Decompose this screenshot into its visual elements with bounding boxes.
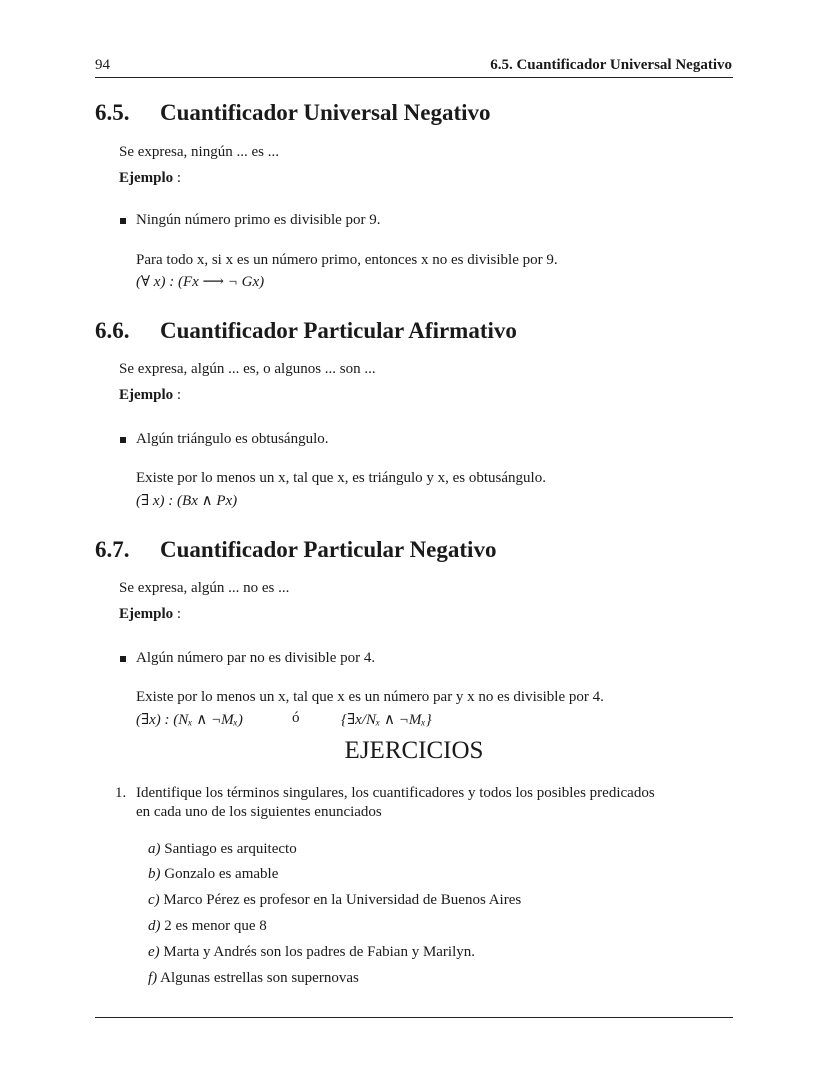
running-header-title: 6.5. Cuantificador Universal Negativo <box>490 57 732 73</box>
example-formula: (∃ x) : (Bx ∧ Px) <box>136 493 238 509</box>
header-rule <box>95 77 733 78</box>
example-formula: (∀ x) : (Fx ⟶ ¬ Gx) <box>136 274 265 290</box>
example-sentence: Algún triángulo es obtusángulo. <box>136 431 329 447</box>
example-colon: : <box>176 387 182 403</box>
section-title: Cuantificador Particular Negativo <box>160 537 497 562</box>
example-colon: : <box>176 170 182 186</box>
section-heading <box>95 318 517 344</box>
exercise-subitem <box>148 918 267 935</box>
exercise-instruction-cont: en cada uno de los siguientes enunciados <box>136 804 382 820</box>
subitem-text: Santiago es arquitecto <box>164 841 297 857</box>
example-label: Ejemplo <box>119 387 174 403</box>
exercise-instruction: Identifique los términos singulares, los cuantificadores y todos los posibles predicados <box>136 785 655 801</box>
subitem-label: e) <box>148 944 160 960</box>
example-sentence: Algún número par no es divisible por 4. <box>136 650 376 666</box>
subitem-text: 2 es menor que 8 <box>164 918 267 934</box>
exercise-subitem <box>148 892 521 909</box>
subitem-text: Gonzalo es amable <box>164 866 279 882</box>
subitem-text: Marta y Andrés son los padres de Fabian y Marilyn. <box>163 944 476 960</box>
example-label-line <box>119 170 181 187</box>
example-paraphrase: Existe por lo menos un x, tal que x es un número par y x no es divisible por 4. <box>136 689 604 705</box>
subitem-text: Algunas estrellas son supernovas <box>160 970 359 986</box>
exercises-heading: EJERCICIOS <box>344 737 484 764</box>
subitem-label: c) <box>148 892 160 908</box>
subitem-label: f) <box>148 970 158 986</box>
section-expression: Se expresa, algún ... no es ... <box>119 580 290 596</box>
section-expression: Se expresa, ningún ... es ... <box>119 144 279 160</box>
section-title: Cuantificador Universal Negativo <box>160 100 491 125</box>
subitem-text: Marco Pérez es profesor en la Universidad de Buenos Aires <box>163 892 522 908</box>
bullet-icon <box>120 218 126 224</box>
example-label: Ejemplo <box>119 170 174 186</box>
bullet-icon <box>120 656 126 662</box>
section-expression: Se expresa, algún ... es, o algunos ... son ... <box>119 361 376 377</box>
section-number: 6.6. <box>95 318 130 343</box>
subitem-label: d) <box>148 918 161 934</box>
example-paraphrase: Existe por lo menos un x, tal que x, es triángulo y x, es obtusángulo. <box>136 470 546 486</box>
section-heading <box>95 537 496 563</box>
footer-rule <box>95 1017 733 1018</box>
example-sentence: Ningún número primo es divisible por 9. <box>136 212 381 228</box>
bullet-icon <box>120 437 126 443</box>
section-number: 6.7. <box>95 537 130 562</box>
example-colon: : <box>176 606 182 622</box>
exercise-number: 1. <box>115 785 127 801</box>
example-paraphrase: Para todo x, si x es un número primo, entonces x no es divisible por 9. <box>136 252 558 268</box>
formula-connector: ó <box>292 710 300 726</box>
example-formula: (∃x) : (Nₓ ∧ ¬Mₓ) <box>136 712 243 728</box>
subitem-label: b) <box>148 866 161 882</box>
example-label: Ejemplo <box>119 606 174 622</box>
section-number: 6.5. <box>95 100 130 125</box>
subitem-label: a) <box>148 841 161 857</box>
exercise-subitem <box>148 970 359 987</box>
example-label-line <box>119 606 181 623</box>
page-number: 94 <box>95 57 110 73</box>
exercise-subitem <box>148 841 297 858</box>
section-title: Cuantificador Particular Afirmativo <box>160 318 517 343</box>
example-label-line <box>119 387 181 404</box>
exercise-subitem <box>148 866 278 883</box>
exercise-subitem <box>148 944 475 961</box>
section-heading <box>95 100 491 126</box>
example-formula-alt: {∃x/Nₓ ∧ ¬Mₓ} <box>341 712 432 728</box>
